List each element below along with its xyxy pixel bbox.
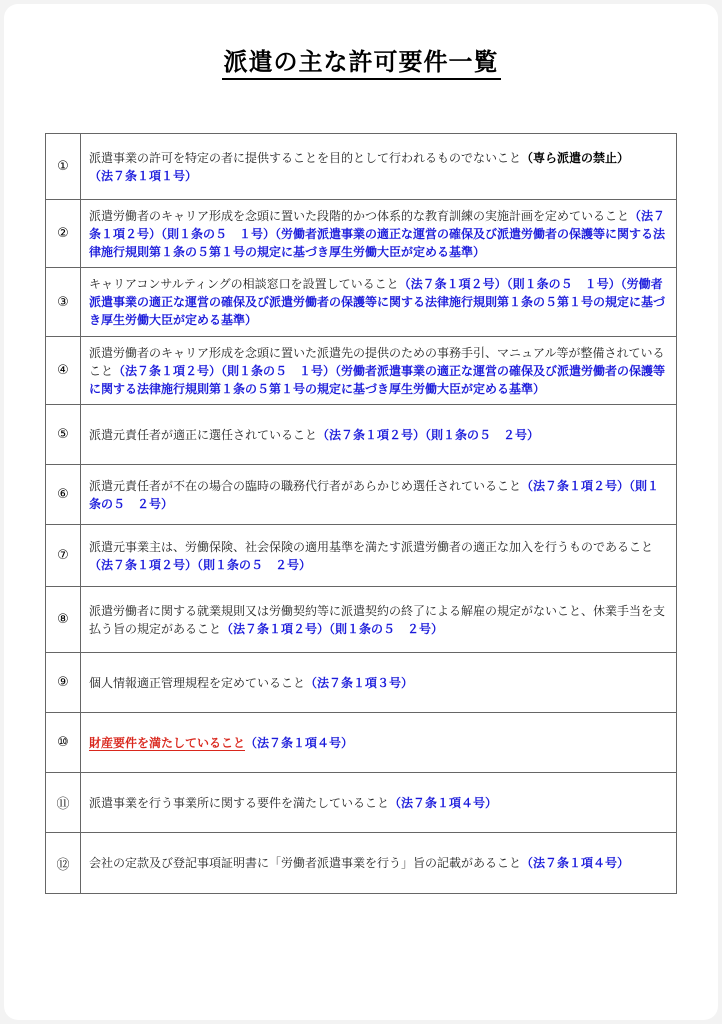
table-row bbox=[46, 268, 677, 337]
table-row bbox=[46, 200, 677, 268]
legal-citation: （法７条１項４号） bbox=[521, 856, 630, 870]
table-row bbox=[46, 134, 677, 200]
table-row bbox=[46, 713, 677, 773]
requirement-main: 個人情報適正管理規程を定めていること bbox=[89, 675, 306, 690]
financial-requirement-highlight: 財産要件を満たしていること bbox=[89, 735, 246, 750]
requirement-main: 会社の定款及び登記事項証明書に「労働者派遣事業を行う」旨の記載があること bbox=[89, 856, 522, 870]
requirement-note: （専ら派遣の禁止） bbox=[521, 150, 630, 165]
requirement-main: キャリアコンサルティングの相談窓口を設置していること bbox=[89, 277, 399, 291]
row-number: ⑤ bbox=[46, 405, 81, 465]
row-number: ③ bbox=[46, 268, 81, 337]
table-row bbox=[46, 405, 677, 465]
table-row bbox=[46, 773, 677, 833]
requirement-text bbox=[81, 465, 677, 525]
row-number: ④ bbox=[46, 337, 81, 405]
requirement-main: 派遣労働者のキャリア形成を念頭に置いた段階的かつ体系的な教育訓練の実施計画を定めていること bbox=[89, 208, 630, 223]
requirement-text bbox=[81, 833, 677, 894]
table-row bbox=[46, 587, 677, 653]
row-number: ⑪ bbox=[46, 773, 81, 833]
page-title-text: 派遣の主な許可要件一覧 bbox=[222, 48, 501, 80]
row-number: ⑦ bbox=[46, 525, 81, 587]
requirement-text bbox=[81, 200, 677, 268]
requirement-text bbox=[81, 653, 677, 713]
requirement-text bbox=[81, 134, 677, 200]
table-row bbox=[46, 653, 677, 713]
requirement-text bbox=[81, 337, 677, 405]
table-row bbox=[46, 833, 677, 894]
requirement-text bbox=[81, 525, 677, 587]
requirement-text bbox=[81, 773, 677, 833]
requirement-main: 派遣労働者のキャリア形成を念頭に置いた派遣先の提供のための事務手引、マニュアル等が整備されていること bbox=[89, 345, 665, 378]
requirements-table bbox=[45, 133, 677, 894]
table-row bbox=[46, 465, 677, 525]
legal-citation: （法７条１項２号）（則１条の５ ２号） bbox=[89, 557, 312, 572]
legal-citation: （法７条１項１号） bbox=[89, 168, 198, 183]
requirement-main: 派遣労働者に関する就業規則又は労働契約等に派遣契約の終了による解雇の規定がないこと、休業手当を支払う旨の規定があること bbox=[89, 603, 666, 636]
row-number: ⑥ bbox=[46, 465, 81, 525]
row-number: ⑧ bbox=[46, 587, 81, 653]
row-number: ① bbox=[46, 134, 81, 200]
table-row bbox=[46, 525, 677, 587]
row-number: ⑫ bbox=[46, 833, 81, 894]
row-number: ⑨ bbox=[46, 653, 81, 713]
requirement-main: 派遣事業を行う事業所に関する要件を満たしていること bbox=[89, 795, 390, 810]
legal-citation: （法７条１項４号） bbox=[389, 795, 498, 810]
requirement-main: 派遣元責任者が不在の場合の臨時の職務代行者があらかじめ選任されていること bbox=[89, 478, 522, 493]
row-number: ⑩ bbox=[46, 713, 81, 773]
legal-citation: （法７条１項２号）（則１条の５ ２号） bbox=[221, 621, 444, 636]
requirement-text bbox=[81, 713, 677, 773]
row-number: ② bbox=[46, 200, 81, 268]
table-row bbox=[46, 337, 677, 405]
requirement-main: 派遣元事業主は、労働保険、社会保険の適用基準を満たす派遣労働者の適正な加入を行うものであること bbox=[89, 539, 654, 554]
page-title bbox=[0, 42, 722, 77]
requirement-text bbox=[81, 268, 677, 337]
legal-citation: （法７条１項２号）（則１条の５ ２号） bbox=[317, 427, 540, 442]
legal-citation: （法７条１項２号）（則１条の５ ２号） bbox=[89, 478, 660, 511]
requirement-text bbox=[81, 587, 677, 653]
legal-citation: （法７条１項４号） bbox=[245, 735, 354, 750]
legal-citation: （法７条１項２号）（則１条の５ １号）（労働者派遣事業の適正な運営の確保及び派遣労働者の保護等に関する法律施行規則第１条の５第１号の規定に基づき厚生労働大臣が定める基準） bbox=[89, 208, 666, 259]
requirement-main: 派遣元責任者が適正に選任されていること bbox=[89, 427, 318, 442]
legal-citation: （法７条１項２号）（則１条の５ １号）（労働者派遣事業の適正な運営の確保及び派遣労働者の保護等に関する法律施行規則第１条の５第１号の規定に基づき厚生労働大臣が定める基準） bbox=[89, 363, 666, 396]
requirement-main: 派遣事業の許可を特定の者に提供することを目的として行われるものでないこと bbox=[89, 150, 522, 165]
requirement-text bbox=[81, 405, 677, 465]
legal-citation: （法７条１項２号）（則１条の５ １号）（労働者派遣事業の適正な運営の確保及び派遣労働者の保護等に関する法律施行規則第１条の５第１号の規定に基づき厚生労働大臣が定める基準） bbox=[89, 277, 666, 327]
legal-citation: （法７条１項３号） bbox=[305, 675, 414, 690]
